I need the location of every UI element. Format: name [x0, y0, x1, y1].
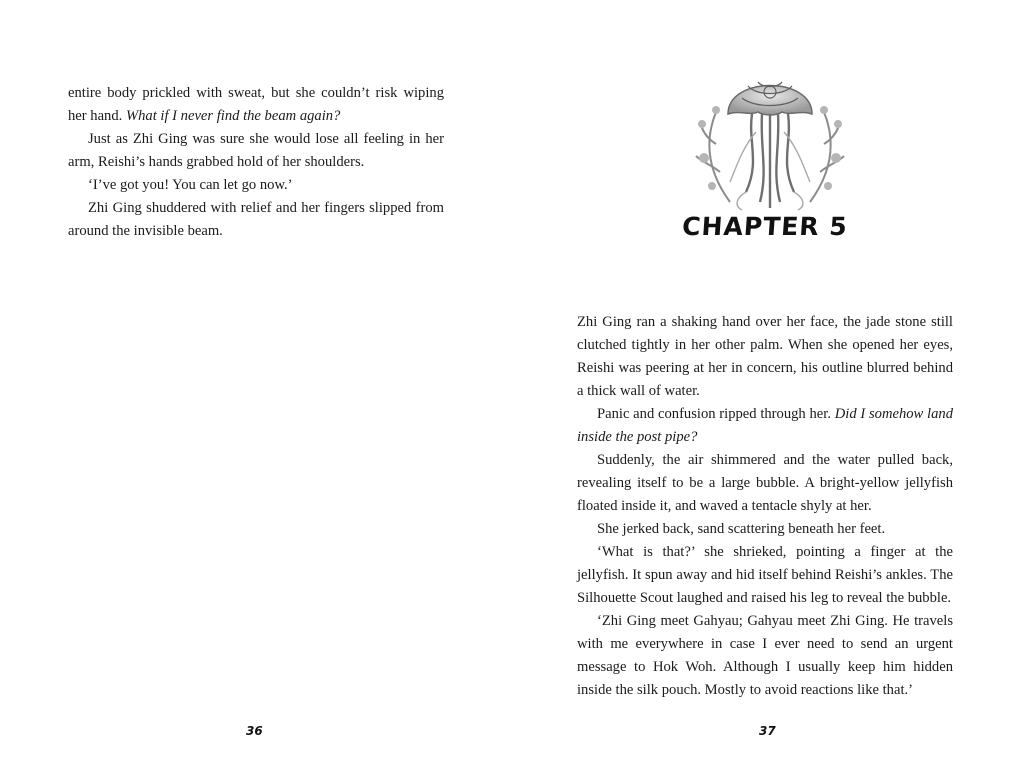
page-number: 36	[246, 724, 263, 738]
paragraph: Panic and confusion ripped through her. Did I somehow land inside the post pipe?	[577, 406, 953, 445]
paragraph: Suddenly, the air shimmered and the water pulled back, revealing itself to be a large bubble. A bright-yellow jellyfish floated inside it, and waved a tentacle shyly at her.	[577, 452, 953, 514]
paragraph: ‘Zhi Ging meet Gahyau; Gahyau meet Zhi Ging. He travels with me everywhere in case I ever need to send an urgent message to Hok Woh. Although I usually keep him hidden inside the silk pouch. Mostly to avoid reactions like that.’	[577, 613, 953, 698]
right-page	[510, 0, 1020, 783]
paragraph: She jerked back, sand scattering beneath her feet.	[597, 521, 886, 537]
chapter-title: CHAPTER 5	[681, 212, 849, 241]
paragraph: Zhi Ging ran a shaking hand over her face, the jade stone still clutched tightly in her other palm. When she opened her eyes, Reishi was peering at her in concern, his outline blurred behind a thick wall of water.	[577, 314, 953, 399]
page-number: 37	[759, 724, 776, 738]
paragraph: Zhi Ging shuddered with relief and her fingers slipped from around the invisible beam.	[68, 200, 444, 239]
left-page-text	[68, 82, 444, 243]
paragraph: ‘What is that?’ she shrieked, pointing a finger at the jellyfish. It spun away and hid itself behind Reishi’s ankles. The Silhouette Scout laughed and raised his leg to reveal the bubble.	[577, 544, 953, 606]
paragraph: Just as Zhi Ging was sure she would lose all feeling in her arm, Reishi’s hands grabbed hold of her shoulders.	[68, 131, 444, 170]
paragraph: ‘I’ve got you! You can let go now.’	[88, 177, 293, 193]
right-page-text	[577, 311, 953, 702]
paragraph: entire body prickled with sweat, but she couldn’t risk wiping her hand. What if I never find the beam again?	[68, 85, 444, 124]
jellyfish-emblem-icon	[690, 52, 850, 212]
